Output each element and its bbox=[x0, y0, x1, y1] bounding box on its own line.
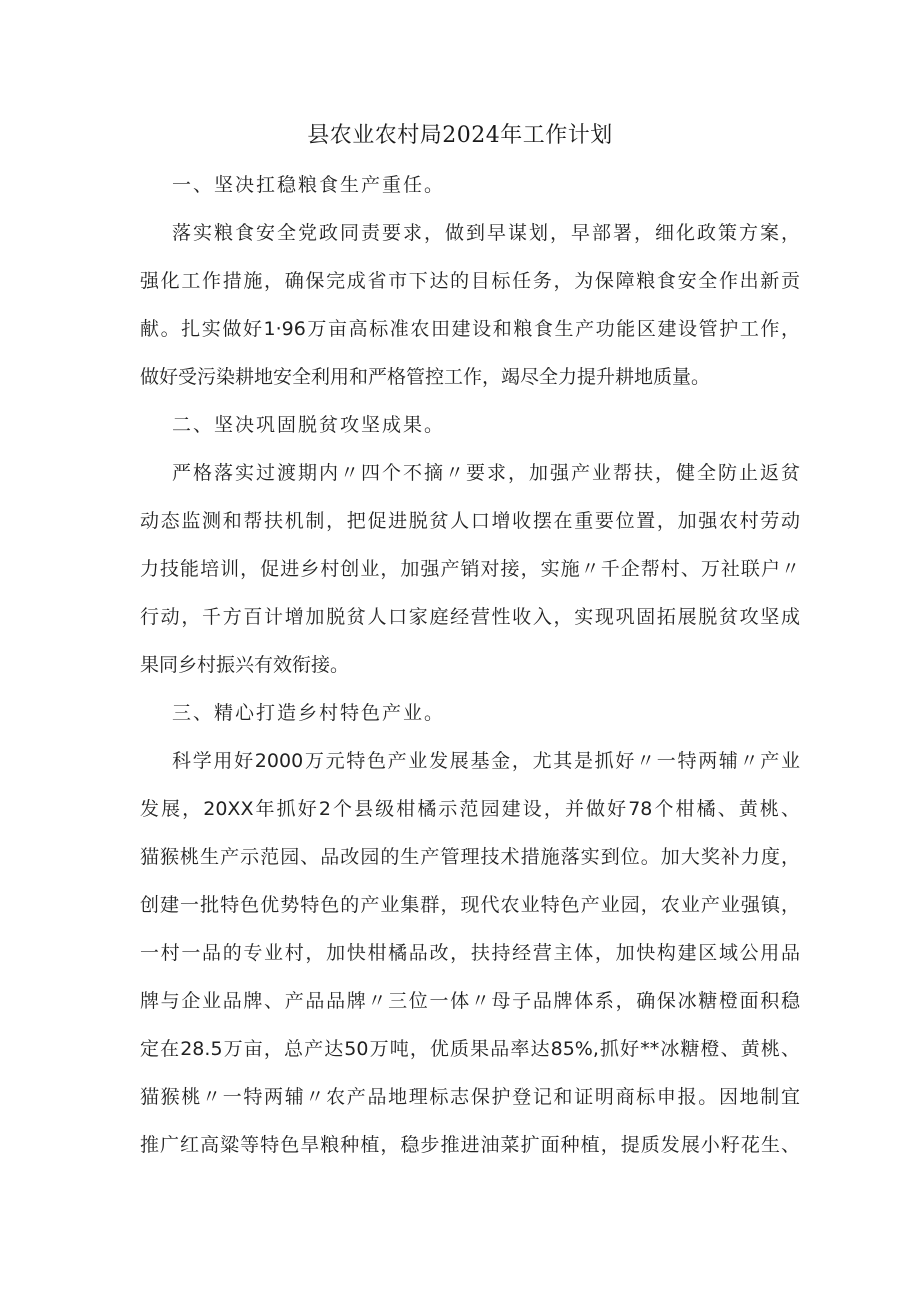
section3-line-1: 科学用好2000万元特色产业发展基金，尤其是抓好〃一特两辅〃产业 bbox=[172, 750, 800, 772]
section1-line-1: 落实粮食安全党政同责要求，做到早谋划，早部署，细化政策方案， bbox=[172, 222, 800, 244]
section2-line-4: 行动，千方百计增加脱贫人口家庭经营性收入，实现巩固拓展脱贫攻坚成 bbox=[140, 606, 800, 628]
section2-line-1: 严格落实过渡期内〃四个不摘〃要求，加强产业帮扶，健全防止返贫 bbox=[172, 462, 800, 484]
section3-line-9: 推广红高粱等特色旱粮种植，稳步推进油菜扩面种植，提质发展小籽花生、 bbox=[140, 1134, 800, 1156]
section-heading-2: 二、坚决巩固脱贫攻坚成果。 bbox=[172, 414, 446, 436]
section1-line-3: 献。扎实做好1·96万亩高标准农田建设和粮食生产功能区建设管护工作， bbox=[140, 318, 800, 340]
section3-line-2: 发展，20XX年抓好2个县级柑橘示范园建设，并做好78个柑橘、黄桃、 bbox=[140, 798, 800, 820]
section-heading-1: 一、坚决扛稳粮食生产重任。 bbox=[172, 174, 446, 196]
section3-line-4: 创建一批特色优势特色的产业集群，现代农业特色产业园，农业产业强镇， bbox=[140, 894, 800, 916]
section2-line-2: 动态监测和帮扶机制，把促进脱贫人口增收摆在重要位置，加强农村劳动 bbox=[140, 510, 800, 532]
section3-line-7: 定在28.5万亩，总产达50万吨，优质果品率达85%,抓好**冰糖橙、黄桃、 bbox=[140, 1038, 800, 1060]
section3-line-8: 猫猴桃〃一特两辅〃农产品地理标志保护登记和证明商标申报。因地制宜 bbox=[140, 1086, 800, 1108]
section3-line-6: 牌与企业品牌、产品品牌〃三位一体〃母子品牌体系，确保冰糖橙面积稳 bbox=[140, 990, 800, 1012]
section3-line-3: 猫猴桃生产示范园、品改园的生产管理技术措施落实到位。加大奖补力度， bbox=[140, 846, 800, 868]
section1-line-4: 做好受污染耕地安全利用和严格管控工作，竭尽全力提升耕地质量。 bbox=[140, 366, 711, 388]
section2-line-3: 力技能培训，促进乡村创业，加强产销对接，实施〃千企帮村、万社联户〃 bbox=[140, 558, 800, 580]
section-heading-3: 三、精心打造乡村特色产业。 bbox=[172, 702, 446, 724]
document-title: 县农业农村局2024年工作计划 bbox=[307, 123, 613, 148]
section2-line-5: 果同乡村振兴有效衔接。 bbox=[140, 654, 350, 676]
section1-line-2: 强化工作措施，确保完成省市下达的目标任务，为保障粮食安全作出新贡 bbox=[140, 270, 800, 292]
section3-line-5: 一村一品的专业村，加快柑橘品改，扶持经营主体，加快构建区域公用品 bbox=[140, 942, 800, 964]
